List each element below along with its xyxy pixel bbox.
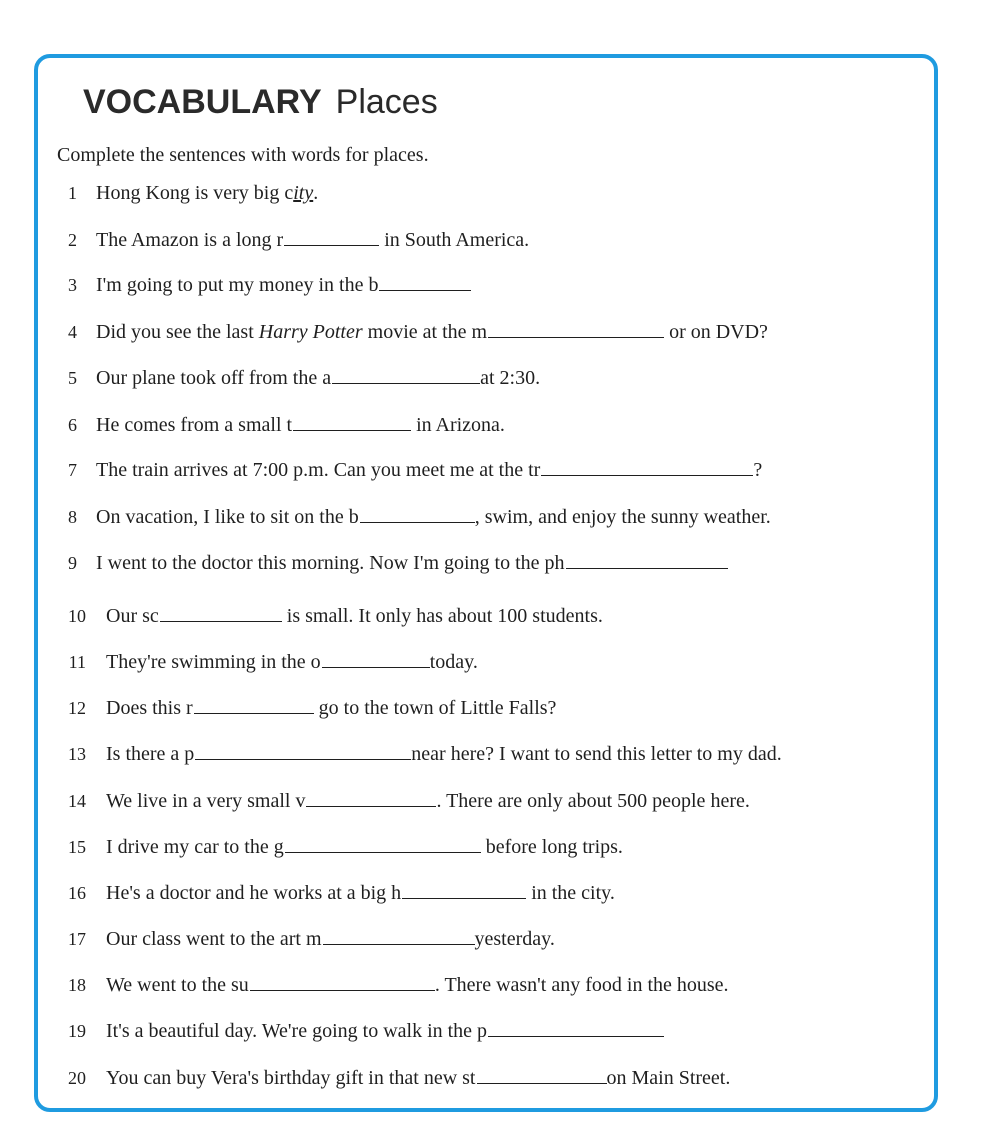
item-text-after: or on DVD? xyxy=(664,321,768,343)
item-number: 19 xyxy=(68,1021,86,1041)
item-text-before: We live in a very small v xyxy=(106,790,306,812)
item-number: 15 xyxy=(68,837,86,857)
item-text-before: You can buy Vera's birthday gift in that new st xyxy=(106,1067,476,1089)
answer-blank[interactable] xyxy=(285,836,481,853)
instructions: Complete the sentences with words for places. xyxy=(57,144,429,166)
item-number: 12 xyxy=(68,698,86,718)
item-text-before: On vacation, I like to sit on the b xyxy=(96,506,359,528)
item-text-before: Is there a p xyxy=(106,743,195,765)
answer-blank[interactable] xyxy=(306,790,436,807)
movie-title: Harry Potter xyxy=(258,321,363,343)
item-number: 1 xyxy=(68,183,77,203)
item-number: 14 xyxy=(68,791,86,811)
item-text-after: , swim, and enjoy the sunny weather. xyxy=(474,506,771,528)
answer-blank[interactable] xyxy=(160,605,282,622)
example-answer: ity xyxy=(293,182,314,204)
item-text-after: go to the town of Little Falls? xyxy=(313,697,557,719)
item-number: 5 xyxy=(68,368,77,388)
item-number: 11 xyxy=(68,652,86,672)
answer-blank[interactable] xyxy=(566,552,728,569)
item-text-after: today. xyxy=(429,651,478,673)
item-text-after: is small. It only has about 100 students. xyxy=(281,605,603,627)
item-number: 3 xyxy=(68,275,77,295)
answer-blank[interactable] xyxy=(323,928,475,945)
item-text-before: Our sc xyxy=(106,605,159,627)
item-text-before: Hong Kong is very big c xyxy=(96,182,294,204)
item-text-after: . There wasn't any food in the house. xyxy=(434,974,729,996)
item-text-before: He's a doctor and he works at a big h xyxy=(106,882,402,904)
item-number: 18 xyxy=(68,975,86,995)
item-text-mid: movie at the m xyxy=(362,321,488,343)
item-text-after: on Main Street. xyxy=(606,1067,731,1089)
item-text-after: ? xyxy=(753,459,763,481)
answer-blank[interactable] xyxy=(379,274,471,291)
item-number: 7 xyxy=(68,460,77,480)
item-number: 13 xyxy=(68,744,86,764)
item-text-before: They're swimming in the o xyxy=(106,651,321,673)
item-text-before: Our class went to the art m xyxy=(106,928,322,950)
item-text-after: at 2:30. xyxy=(480,367,541,389)
item-text-after: in Arizona. xyxy=(411,414,505,436)
answer-blank[interactable] xyxy=(194,697,314,714)
answer-blank[interactable] xyxy=(488,1020,664,1037)
answer-blank[interactable] xyxy=(402,882,526,899)
item-text-before: The train arrives at 7:00 p.m. Can you meet me at the tr xyxy=(96,459,541,481)
item-text-before: He comes from a small t xyxy=(96,414,293,436)
item-text-after: near here? I want to send this letter to my dad. xyxy=(411,743,782,765)
answer-blank[interactable] xyxy=(360,506,475,523)
item-number: 20 xyxy=(68,1068,86,1088)
item-number: 9 xyxy=(68,553,77,573)
page-title xyxy=(83,78,438,126)
item-text-before: Our plane took off from the a xyxy=(96,367,332,389)
item-text-after: yesterday. xyxy=(474,928,555,950)
item-number: 10 xyxy=(68,606,86,626)
item-number: 6 xyxy=(68,415,77,435)
answer-blank[interactable] xyxy=(332,367,480,384)
answer-blank[interactable] xyxy=(488,321,664,338)
answer-blank[interactable] xyxy=(322,651,430,668)
item-text-before: I went to the doctor this morning. Now I'm going to the ph xyxy=(96,552,565,574)
item-text-after: in the city. xyxy=(526,882,615,904)
answer-blank[interactable] xyxy=(477,1067,607,1084)
answer-blank[interactable] xyxy=(541,459,753,476)
item-text-before: Does this r xyxy=(106,697,193,719)
answer-blank[interactable] xyxy=(250,974,435,991)
item-text-after: in South America. xyxy=(379,229,530,251)
item-text-before: We went to the su xyxy=(106,974,249,996)
item-number: 17 xyxy=(68,929,86,949)
answer-blank[interactable] xyxy=(293,414,411,431)
item-text-before: It's a beautiful day. We're going to walk in the p xyxy=(106,1020,488,1042)
item-text-before: I drive my car to the g xyxy=(106,836,284,858)
item-number: 16 xyxy=(68,883,86,903)
answer-blank[interactable] xyxy=(284,229,379,246)
item-text-after: before long trips. xyxy=(480,836,623,858)
item-text-after: . xyxy=(313,182,319,204)
title-light: Places xyxy=(335,83,438,121)
item-text-before: I'm going to put my money in the b xyxy=(96,274,379,296)
item-number: 8 xyxy=(68,507,77,527)
item-text-before: The Amazon is a long r xyxy=(96,229,284,251)
item-text-after: . There are only about 500 people here. xyxy=(436,790,750,812)
item-number: 2 xyxy=(68,230,77,250)
title-bold: VOCABULARY xyxy=(83,83,322,121)
item-number: 4 xyxy=(68,322,77,342)
answer-blank[interactable] xyxy=(195,743,411,760)
item-text-before: Did you see the last xyxy=(96,321,259,343)
